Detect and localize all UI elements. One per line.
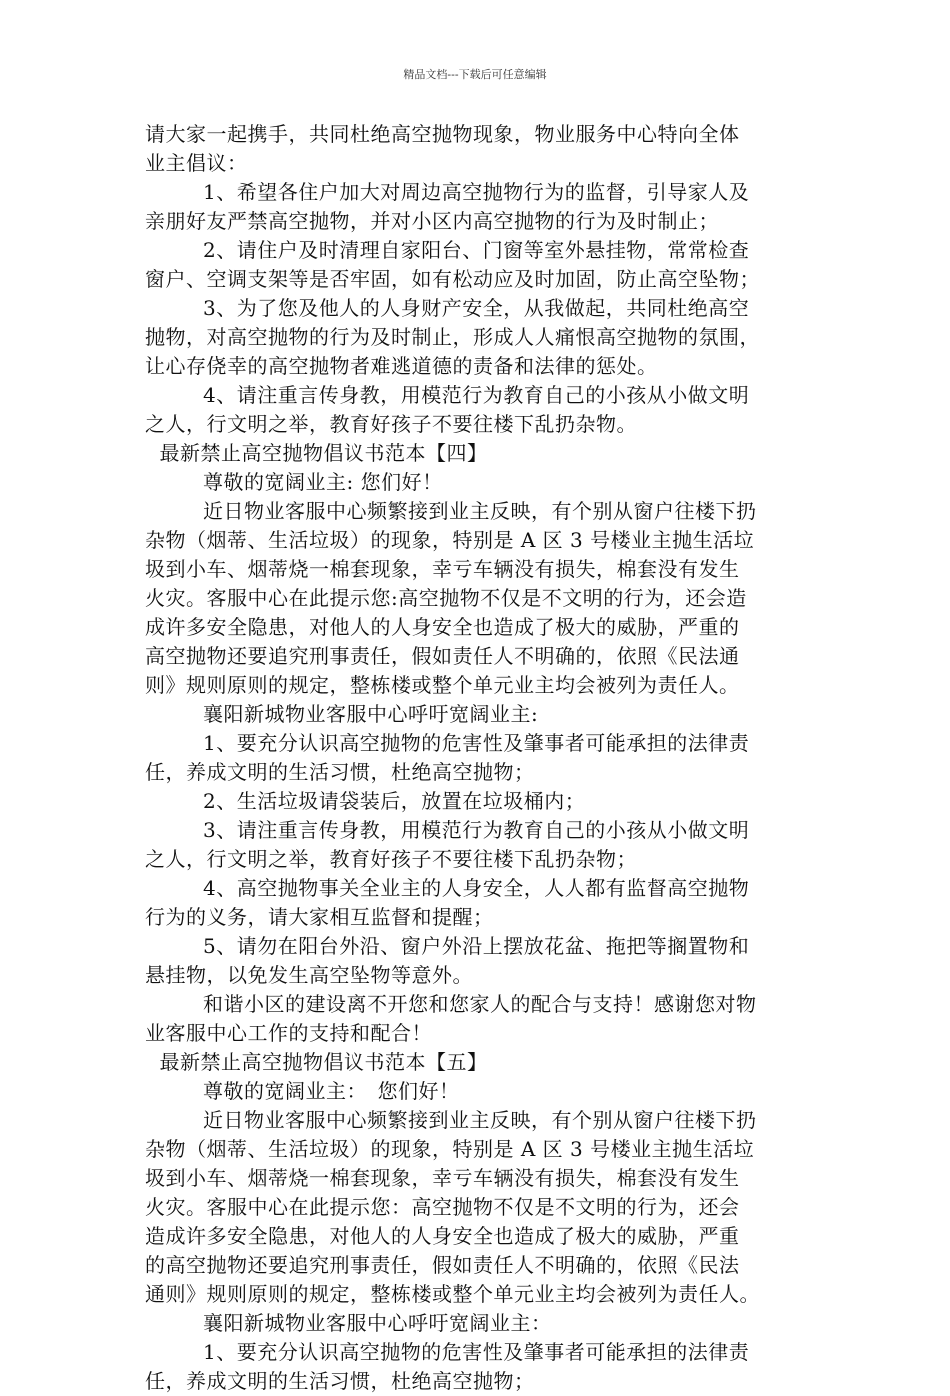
text-line: 业主倡议： — [145, 151, 248, 175]
text-line: 和谐小区的建设离不开您和您家人的配合与支持！感谢您对物 — [203, 992, 757, 1016]
text-line: 高空抛物还要追究刑事责任，假如责任人不明确的，依照《民法通 — [145, 644, 740, 668]
text-line: 2、生活垃圾请袋装后，放置在垃圾桶内； — [203, 789, 586, 813]
text-line: 的高空抛物还要追究刑事责任，假如责任人不明确的，依照《民法 — [145, 1253, 740, 1277]
text-line: 窗户、空调支架等是否牢固，如有松动应及时加固，防止高空坠物； — [145, 267, 760, 291]
text-line: 业客服中心工作的支持和配合！ — [145, 1021, 432, 1045]
text-line: 襄阳新城物业客服中心呼吁宽阔业主： — [203, 1311, 552, 1335]
text-line: 请大家一起携手，共同杜绝高空抛物现象，物业服务中心特向全体 — [145, 122, 740, 146]
text-line: 4、请注重言传身教，用模范行为教育自己的小孩从小做文明 — [203, 383, 750, 407]
text-line: 则》规则原则的规定，整栋楼或整个单元业主均会被列为责任人。 — [145, 673, 740, 697]
text-line: 1、要充分认识高空抛物的危害性及肇事者可能承担的法律责 — [203, 731, 750, 755]
text-line: 1、希望各住户加大对周边高空抛物行为的监督，引导家人及 — [203, 180, 750, 204]
text-line: 任，养成文明的生活习惯，杜绝高空抛物； — [145, 760, 535, 784]
text-line: 襄阳新城物业客服中心呼吁宽阔业主: — [203, 702, 539, 726]
document-body — [145, 120, 810, 1396]
text-line: 最新禁止高空抛物倡议书范本【四】 — [159, 441, 488, 465]
text-line: 亲朋好友严禁高空抛物，并对小区内高空抛物的行为及时制止； — [145, 209, 719, 233]
text-line: 任，养成文明的生活习惯，杜绝高空抛物； — [145, 1369, 535, 1393]
text-line: 近日物业客服中心频繁接到业主反映，有个别从窗户往楼下扔 — [203, 499, 757, 523]
text-line: 行为的义务，请大家相互监督和提醒； — [145, 905, 494, 929]
text-line: 2、请住户及时清理自家阳台、门窗等室外悬挂物，常常检查 — [203, 238, 750, 262]
text-line: 杂物（烟蒂、生活垃圾）的现象，特别是 A 区 3 号楼业主抛生活垃 — [145, 1137, 755, 1161]
text-line: 尊敬的宽阔业主： 您们好！ — [203, 1079, 460, 1103]
text-line: 通则》规则原则的规定，整栋楼或整个单元业主均会被列为责任人。 — [145, 1282, 760, 1306]
text-line: 悬挂物，以免发生高空坠物等意外。 — [145, 963, 473, 987]
text-line: 成许多安全隐患，对他人的人身安全也造成了极大的威胁，严重的 — [145, 615, 740, 639]
text-line: 之人，行文明之举，教育好孩子不要往楼下乱扔杂物； — [145, 847, 637, 871]
text-line: 抛物，对高空抛物的行为及时制止，形成人人痛恨高空抛物的氛围， — [145, 325, 760, 349]
text-line: 3、请注重言传身教，用模范行为教育自己的小孩从小做文明 — [203, 818, 750, 842]
text-line: 1、要充分认识高空抛物的危害性及肇事者可能承担的法律责 — [203, 1340, 750, 1364]
text-line: 4、高空抛物事关全业主的人身安全，人人都有监督高空抛物 — [203, 876, 750, 900]
text-line: 杂物（烟蒂、生活垃圾）的现象，特别是 A 区 3 号楼业主抛生活垃 — [145, 528, 755, 552]
text-line: 火灾。客服中心在此提示您：高空抛物不仅是不文明的行为，还会 — [145, 1195, 740, 1219]
page-header: 精品文档---下载后可任意编辑 — [403, 68, 547, 81]
text-line: 尊敬的宽阔业主: 您们好！ — [203, 470, 443, 494]
text-line: 圾到小车、烟蒂烧一棉套现象，幸亏车辆没有损失，棉套没有发生 — [145, 557, 740, 581]
text-line: 让心存侥幸的高空抛物者难逃道德的责备和法律的惩处。 — [145, 354, 658, 378]
text-line: 5、请勿在阳台外沿、窗户外沿上摆放花盆、拖把等搁置物和 — [203, 934, 750, 958]
text-line: 3、为了您及他人的人身财产安全，从我做起，共同杜绝高空 — [203, 296, 750, 320]
text-line: 圾到小车、烟蒂烧一棉套现象，幸亏车辆没有损失，棉套没有发生 — [145, 1166, 740, 1190]
text-line: 火灾。客服中心在此提示您:高空抛物不仅是不文明的行为，还会造 — [145, 586, 747, 610]
text-line: 近日物业客服中心频繁接到业主反映，有个别从窗户往楼下扔 — [203, 1108, 757, 1132]
text-line: 最新禁止高空抛物倡议书范本【五】 — [159, 1050, 488, 1074]
text-line: 造成许多安全隐患，对他人的人身安全也造成了极大的威胁，严重 — [145, 1224, 740, 1248]
text-line: 之人，行文明之举，教育好孩子不要往楼下乱扔杂物。 — [145, 412, 637, 436]
